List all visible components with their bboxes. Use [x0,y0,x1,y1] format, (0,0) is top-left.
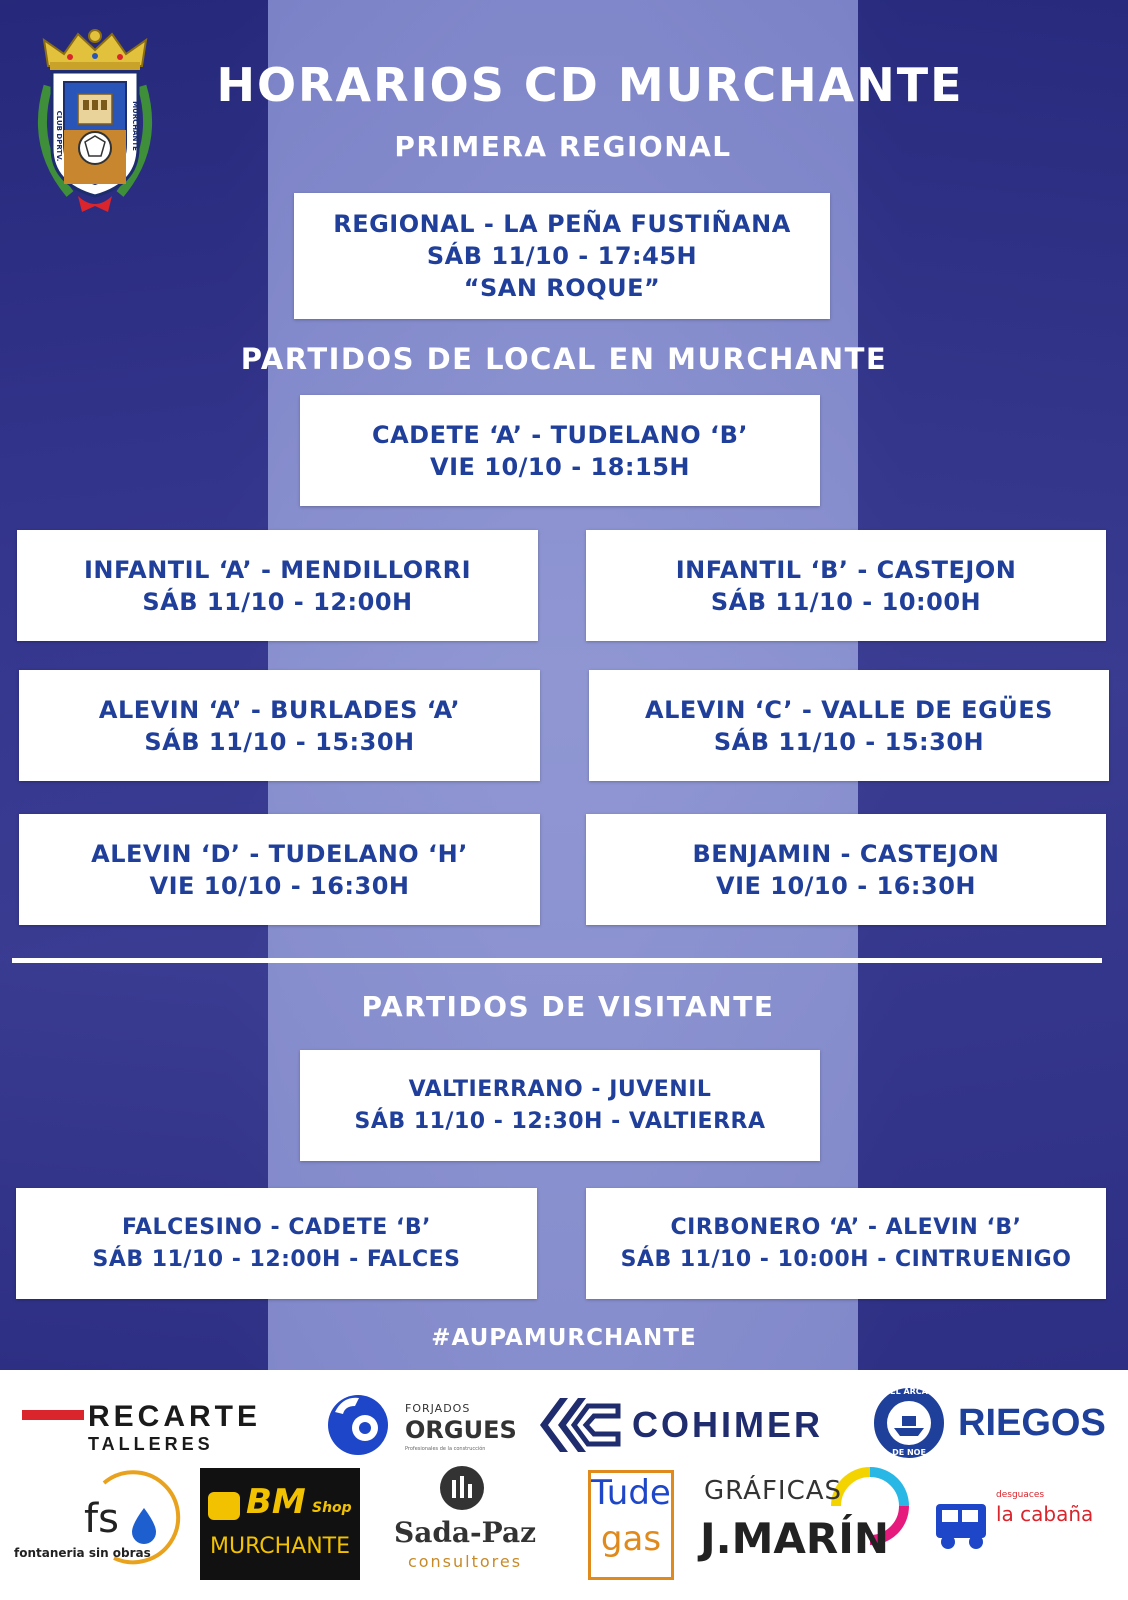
orgues-logo-icon [325,1392,391,1458]
section-divider [12,958,1102,963]
cohimer-logo-icon [538,1396,622,1454]
visitante-heading: PARTIDOS DE VISITANTE [361,990,775,1023]
sponsor-la-cabana [928,1470,1108,1570]
sponsor-tudegas [588,1470,674,1580]
local-match-6 [586,814,1106,925]
marin-line1: GRÁFICAS [704,1476,843,1506]
sponsor-graficas-marin [700,1466,910,1578]
orgues-name: ORGUES [405,1416,517,1444]
orgues-small: FORJADOS [405,1402,471,1415]
match-teams: ALEVIN ‘A’ - BURLADES ‘A’ [98,695,461,724]
recarte-name: RECARTE [88,1400,262,1433]
bm-sub: MURCHANTE [209,1534,351,1559]
sponsor-sada-paz [380,1466,550,1578]
local-match-2 [586,530,1106,641]
tudegas-line2: gas [600,1519,662,1559]
match-teams: ALEVIN ‘C’ - VALLE DE EGÜES [645,695,1053,724]
match-time: SÁB 11/10 - 15:30H [144,727,415,756]
bm-name: BM [246,1482,306,1522]
sponsor-orgues [325,1392,525,1462]
match-teams: FALCESINO - CADETE ‘B’ [122,1214,431,1240]
match-time: SÁB 11/10 - 12:00H [142,587,413,616]
primera-regional-heading: PRIMERA REGIONAL [394,130,732,163]
primera-regional-match [294,193,830,319]
match-time: SÁB 11/10 - 10:00H [710,587,982,616]
match-teams: REGIONAL - LA PEÑA FUSTIÑANA [333,210,791,238]
local-match-4 [589,670,1109,781]
recarte-stripe-icon [22,1410,84,1420]
orgues-tagline: Profesionales de la construcción [405,1446,486,1452]
fs-sub: fontaneria sin obras [14,1546,151,1560]
sponsor-fs [14,1468,204,1578]
sponsors-bar [0,1370,1128,1600]
match-time: VIE 10/10 - 16:30H [716,871,976,900]
match-time: SÁB 11/10 - 15:30H [713,727,985,756]
la-cabana-small: desguaces [996,1490,1045,1500]
match-time: SÁB 11/10 - 12:30H - VALTIERRA [354,1108,766,1134]
sponsor-recarte [22,1400,297,1454]
sada-paz-sub: consultores [407,1552,523,1571]
match-time: VIE 10/10 - 18:15H [430,452,690,481]
hashtag: #AUPAMURCHANTE [431,1325,697,1351]
bm-shop: Shop [312,1500,352,1516]
local-heading: PARTIDOS DE LOCAL EN MURCHANTE [240,342,888,376]
visitante-featured-match [300,1050,820,1161]
page-title: HORARIOS CD MURCHANTE [216,58,964,112]
crest-right-text: MURCHANTE [131,101,139,151]
visitante-match-1 [16,1188,537,1299]
match-teams: ALEVIN ‘D’ - TUDELANO ‘H’ [91,839,468,868]
sponsor-cohimer [538,1396,838,1456]
match-time: VIE 10/10 - 16:30H [149,871,410,900]
riegos-name: RIEGOS [958,1402,1106,1444]
cohimer-name: COHIMER [632,1404,823,1445]
local-featured-match [300,395,820,506]
arca-badge-top: EL ARCA [890,1387,928,1396]
match-teams: INFANTIL ‘B’ - CASTEJON [675,555,1017,584]
match-teams: CIRBONERO ‘A’ - ALEVIN ‘B’ [670,1214,1022,1240]
match-time: SÁB 11/10 - 12:00H - FALCES [92,1246,461,1272]
arca-badge-bottom: DE NOE [892,1448,926,1457]
match-venue: “SAN ROQUE” [463,274,661,302]
sponsor-riegos [870,1384,1110,1462]
sponsor-bm-shop [200,1468,360,1580]
tudegas-line1: Tude [591,1473,671,1513]
local-match-1 [17,530,538,641]
visitante-match-2 [586,1188,1106,1299]
la-cabana-truck-icon [928,1490,998,1560]
la-cabana-name: la cabaña [996,1502,1094,1526]
fs-name: fs [84,1496,119,1542]
marin-line2: J.MARÍN [700,1514,889,1563]
crest-left-text: CLUB DPRTV. [55,110,63,162]
local-match-3 [19,670,540,781]
match-time: SÁB 11/10 - 17:45H [426,242,698,270]
bm-cart-icon [208,1492,240,1520]
sada-paz-chart-icon [440,1466,484,1510]
sada-paz-name: Sada-Paz [393,1516,537,1549]
match-time: SÁB 11/10 - 10:00H - CINTRUENIGO [620,1246,1072,1272]
local-match-5 [19,814,540,925]
match-teams: INFANTIL ‘A’ - MENDILLORRI [83,555,472,584]
recarte-sub: TALLERES [88,1434,214,1454]
match-teams: VALTIERRANO - JUVENIL [408,1076,712,1102]
match-teams: CADETE ‘A’ - TUDELANO ‘B’ [371,420,749,449]
match-teams: BENJAMIN - CASTEJON [692,839,1000,868]
club-crest-logo [30,26,160,216]
